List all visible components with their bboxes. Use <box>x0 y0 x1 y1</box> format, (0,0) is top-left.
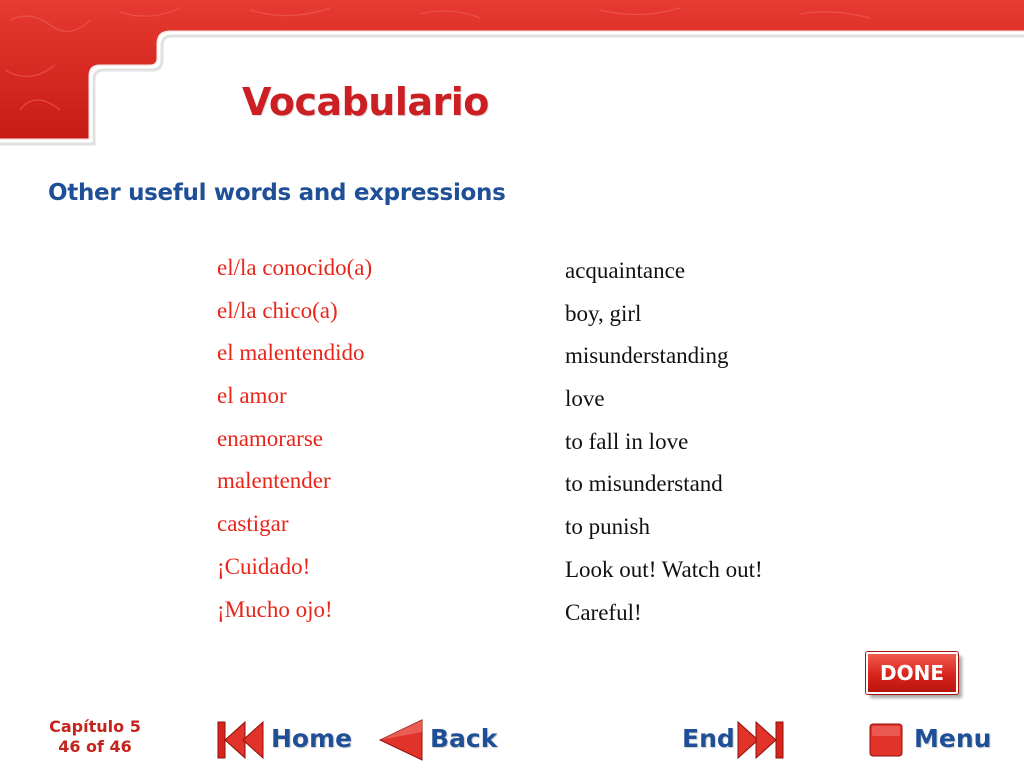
left-arrow-icon <box>378 718 424 762</box>
vocab-meaning: boy, girl <box>565 300 642 326</box>
page-counter: 46 of 46 <box>58 737 132 756</box>
vocab-term: castigar <box>217 511 289 537</box>
vocab-term: enamorarse <box>217 425 323 451</box>
end-label: End <box>682 724 735 753</box>
rewind-to-start-icon <box>215 718 265 762</box>
vocab-row <box>0 597 1024 640</box>
page-title: Vocabulario <box>242 80 489 124</box>
vocabulary-list <box>0 255 1024 639</box>
menu-label: Menu <box>914 724 992 753</box>
vocab-meaning: to misunderstand <box>565 471 723 497</box>
section-heading: Other useful words and expressions <box>48 180 506 206</box>
vocab-row <box>0 511 1024 554</box>
end-button[interactable] <box>682 718 792 762</box>
vocab-meaning: love <box>565 386 605 412</box>
vocab-term: el amor <box>217 383 287 409</box>
vocab-row <box>0 298 1024 341</box>
vocab-row <box>0 383 1024 426</box>
fast-forward-to-end-icon <box>736 718 786 762</box>
vocab-term: el/la chico(a) <box>217 297 338 323</box>
vocab-term: ¡Cuidado! <box>217 553 311 579</box>
vocab-meaning: to punish <box>565 514 650 540</box>
vocab-row <box>0 340 1024 383</box>
done-button[interactable] <box>866 652 960 696</box>
chapter-info <box>40 717 150 757</box>
vocab-row <box>0 255 1024 298</box>
chapter-label: Capítulo 5 <box>49 717 141 736</box>
vocab-row <box>0 468 1024 511</box>
vocab-term: el/la conocido(a) <box>217 255 373 280</box>
vocab-term: ¡Mucho ojo! <box>217 596 333 622</box>
vocab-meaning: acquaintance <box>565 258 686 283</box>
menu-button[interactable] <box>868 718 992 762</box>
vocab-row <box>0 426 1024 469</box>
vocab-term: malentender <box>217 468 331 494</box>
home-label: Home <box>271 724 353 753</box>
vocab-term: el malentendido <box>217 340 365 366</box>
home-button[interactable] <box>215 718 355 762</box>
vocab-meaning: misunderstanding <box>565 343 729 369</box>
red-square-icon <box>868 722 906 760</box>
header-banner <box>0 0 1024 150</box>
back-label: Back <box>430 724 498 753</box>
vocab-row <box>0 554 1024 597</box>
done-button-label: DONE <box>866 652 958 694</box>
back-button[interactable] <box>378 718 503 762</box>
vocab-meaning: Careful! <box>565 599 642 625</box>
vocab-meaning: to fall in love <box>565 428 689 454</box>
vocab-meaning: Look out! Watch out! <box>565 556 763 582</box>
